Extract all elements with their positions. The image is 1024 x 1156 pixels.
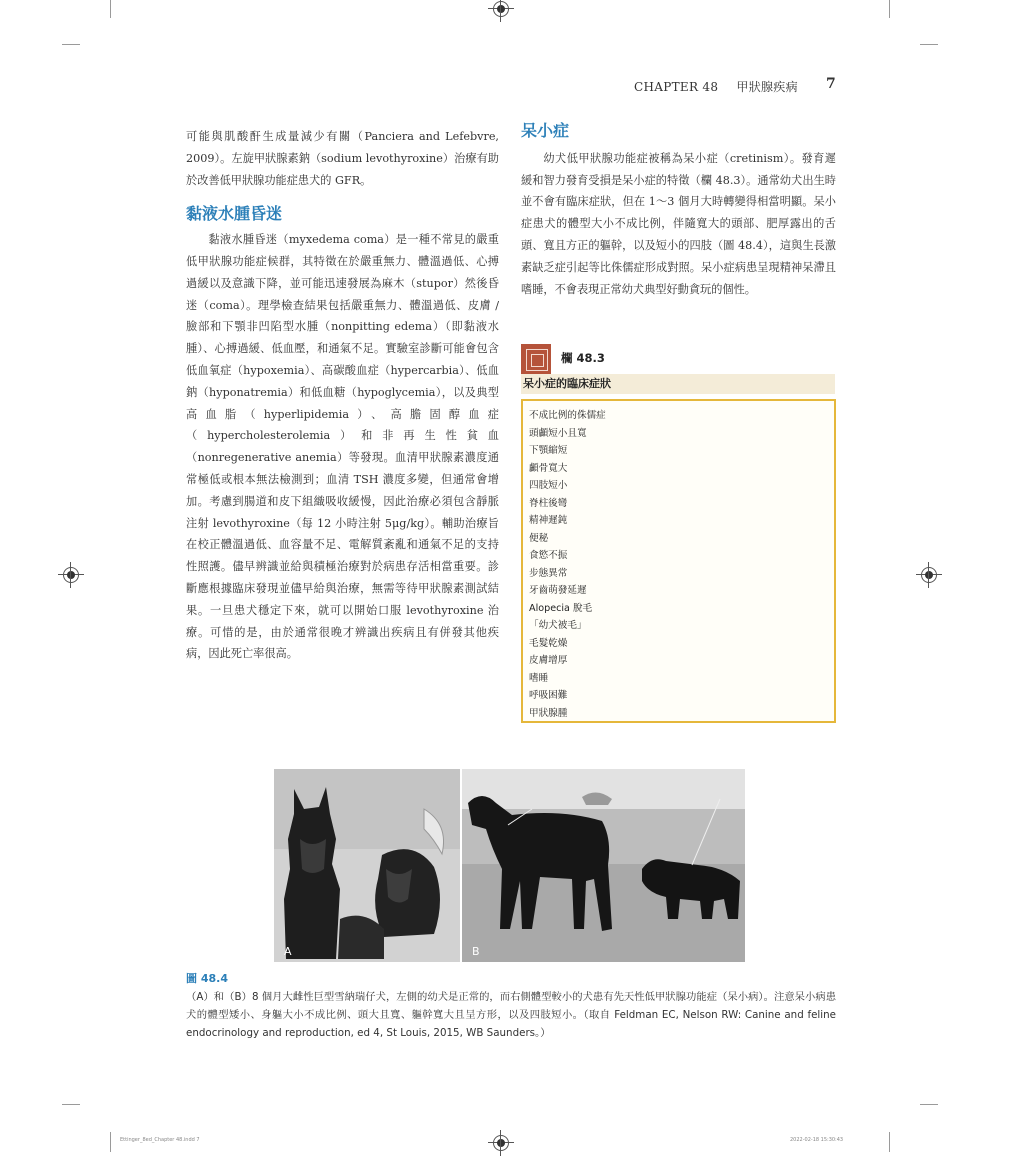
chapter-title: 甲狀腺疾病 — [736, 80, 798, 94]
list-item: 四肢短小 — [529, 480, 568, 491]
registration-mark-icon — [493, 1135, 509, 1151]
list-item: 顱骨寬大 — [529, 462, 568, 474]
crop-mark — [920, 1104, 938, 1105]
figure-caption: （A）和（B）8 個月大雌性巨型雪納瑞仔犬，左側的幼犬是正常的，而右側體型較小的犬患有先天性低甲狀腺功能症（呆小病）。注意呆小病患犬的體型矮小、身軀大小不成比例、頭大且寬、軀幹寬大且呈方形，以及四肢短小。（取自 Feldman EC, Nelson RW: Canine and feline endocrinology and reproduction, ed 4, St Louis, 2015, WB Saunders。） — [186, 991, 836, 1039]
registration-mark-icon — [63, 567, 79, 583]
box-label: 欄 48.3 — [561, 351, 605, 365]
page-number: 7 — [826, 76, 837, 92]
list-item: 頭顱短小且寬 — [529, 427, 587, 439]
list-item: 脊柱後彎 — [529, 497, 568, 509]
crop-mark — [889, 0, 890, 18]
list-item: 便秘 — [529, 532, 549, 544]
list-item: 不成比例的侏儒症 — [529, 410, 606, 421]
dog-photo-a-image — [274, 769, 460, 962]
list-item: Alopecia 脫毛 — [529, 602, 593, 614]
figure-number: 圖 48.4 — [186, 972, 228, 985]
registration-mark-icon — [493, 1, 509, 17]
myxedema-paragraph: 黏液水腫昏迷（myxedema coma）是一種不常見的嚴重低甲狀腺功能症候群，其特徵在於嚴重無力、體溫過低、心搏過緩以及意識下降，並可能迅速發展為麻木（stupor）然後昏迷（coma）。理學檢查結果包括嚴重無力、體溫過低、皮膚 / 臉部和下顎非凹陷型水腫（nonpitting edema）（即黏液水腫）、心搏過緩、低血壓，和通氣不足。實驗室診斷可能會包含低血氧症（hypoxemia）、高碳酸血症（hypercarbia）、低血鈉（hyponatremia）和低血糖（hypoglycemia），以及典型高血脂（hyperlipidemia）、高膽固醇血症（hypercholesterolemia）和非再生性貧血（nonregenerative anemia）等發現。血清甲狀腺素濃度通常極低或根本無法檢測到；血清 TSH 濃度多變，但通常會增加。考慮到腸道和皮下組織吸收緩慢，因此治療必須包含靜脈注射 levothyroxine（每 12 小時注射 5μg/kg）。輔助治療旨在校正體溫過低、血容量不足、電解質紊亂和通氣不足的支持性照護。儘早辨識並給與積極治療對於病患存活相當重要。診斷應根據臨床發現並儘早給與治療，無需等待甲狀腺素測試結果。一旦患犬穩定下來，就可以開始口服 levothyroxine 治療。可惜的是，由於通常很晚才辨識出疾病且有併發其他疾病，因此死亡率很高。 — [186, 233, 499, 661]
list-item: 精神遲鈍 — [529, 515, 568, 526]
list-item: 步態異常 — [529, 567, 568, 579]
left-column — [186, 126, 499, 665]
footer-file-name: Ettinger_8ed_Chapter 48.indd 7 — [120, 1137, 200, 1143]
box-emblem-icon — [521, 344, 551, 374]
list-item: 下顎縮短 — [529, 445, 568, 456]
list-item: 毛髮乾燥 — [529, 637, 568, 649]
photo-label-a: A — [284, 945, 292, 958]
crop-mark — [110, 0, 111, 18]
list-item: 食慾不振 — [529, 550, 568, 561]
cretinism-paragraph: 幼犬低甲狀腺功能症被稱為呆小症（cretinism）。發育遲緩和智力發育受損是呆小症的特徵（欄 48.3）。通常幼犬出生時並不會有臨床症狀，但在 1～3 個月大時轉變得相當明顯。呆小症患犬的體型大小不成比例，伴隨寬大的頭部、肥厚露出的舌頭、寬且方正的軀幹，以及短小的四肢（圖 48.4），這與生長激素缺乏症引起等比侏儒症形成對照。呆小症病患呈現精神呆滯且嗜睡，不會表現正常幼犬典型好動貪玩的個性。 — [521, 151, 836, 296]
clinical-signs-box — [521, 399, 836, 723]
photo-a-dogs — [274, 769, 460, 962]
dog-photo-b-image — [462, 769, 745, 962]
running-header — [634, 76, 837, 95]
box-header — [521, 344, 835, 392]
right-column — [521, 120, 836, 300]
section-heading-cretinism: 呆小症 — [521, 121, 570, 140]
list-item: 嗜睡 — [529, 672, 549, 684]
list-item: 牙齒萌發延遲 — [529, 585, 587, 596]
intro-paragraph: 可能與肌酸酐生成量減少有關（Panciera and Lefebvre, 2009）。左旋甲狀腺素鈉（sodium levothyroxine）治療有助於改善低甲狀腺功能症患犬的 GFR。 — [186, 130, 499, 187]
section-heading-myxedema: 黏液水腫昏迷 — [186, 204, 283, 224]
list-item: 呼吸困難 — [529, 690, 568, 701]
photo-b-dogs — [462, 769, 745, 962]
crop-mark — [62, 1104, 80, 1105]
crop-mark — [889, 1132, 890, 1152]
list-item: 皮膚增厚 — [529, 655, 568, 666]
list-item: 甲狀腺腫 — [529, 707, 568, 719]
box-subtitle: 呆小症的臨床症狀 — [521, 374, 835, 394]
photo-label-b: B — [472, 945, 480, 958]
crop-mark — [62, 44, 80, 45]
chapter-label: CHAPTER 48 — [634, 80, 719, 94]
list-item: 「幼犬被毛」 — [529, 620, 587, 631]
footer-timestamp: 2022-02-18 15:30:43 — [790, 1137, 844, 1143]
crop-mark — [110, 1132, 111, 1152]
registration-mark-icon — [921, 567, 937, 583]
crop-mark — [920, 44, 938, 45]
